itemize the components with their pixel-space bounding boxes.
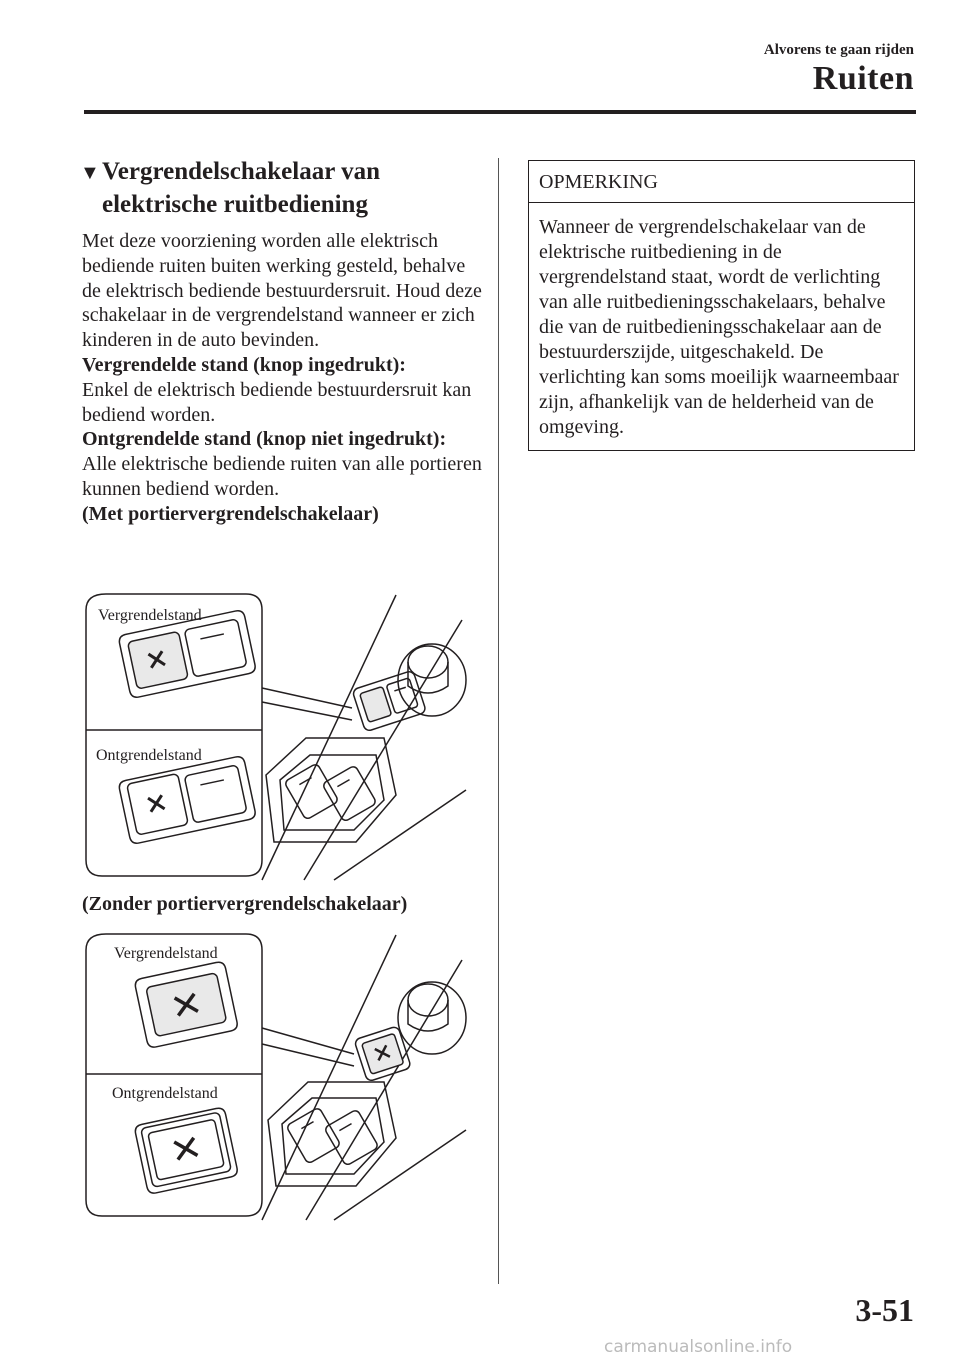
page-number: 3-51 xyxy=(855,1292,914,1328)
chapter-title: Alvorens te gaan rijden xyxy=(763,42,914,58)
fig2-label-unlocked: Ontgrendelstand xyxy=(112,1085,218,1102)
heading-line2: elektrische ruitbediening xyxy=(102,191,368,218)
figure-with-door-lock-switch xyxy=(84,590,474,882)
figure2-caption: (Zonder portiervergrendelschakelaar) xyxy=(82,893,408,915)
locked-text: Enkel de elektrisch bediende bestuurdersruit kan bediend worden. xyxy=(82,378,472,426)
column-divider xyxy=(498,158,499,1284)
heading-line1: Vergrendelschakelaar van xyxy=(102,158,381,185)
fig2-label-locked: Vergrendelstand xyxy=(114,945,218,962)
figure1-caption: (Met portiervergrendelschakelaar) xyxy=(82,502,379,525)
body-text xyxy=(82,229,482,527)
figure-without-door-lock-switch xyxy=(84,930,474,1222)
intro-paragraph: Met deze voorziening worden alle elektrisch bediende ruiten buiten werking gesteld, behalve de elektrisch bediende bestuurdersruit. Houd deze schakelaar in de vergrendelstand wanneer er zich kinderen in de auto bevinden. xyxy=(82,230,482,352)
fig1-label-unlocked: Ontgrendelstand xyxy=(96,747,202,764)
note-box xyxy=(528,160,915,451)
footer-watermark: carmanualsonline.info xyxy=(604,1337,793,1357)
note-text: Wanneer de vergrendelschakelaar van de elektrische ruitbediening in de vergrendelstand staat, wordt de verlichting van alle ruitbedieningsschakelaars, behalve die van de ruitbedieningsschakelaar aan de bestuurderszijde, uitgeschakeld. De verlichting kan soms moeilijk waarneembaar zijn, afhankelijk van de helderheid van de omgeving. xyxy=(539,216,899,438)
triangle-bullet-icon: ▼ xyxy=(80,162,100,184)
unlocked-label: Ontgrendelde stand (knop niet ingedrukt): xyxy=(82,428,447,451)
fig1-label-locked: Vergrendelstand xyxy=(98,607,202,624)
topic-heading xyxy=(80,156,480,221)
header-rule xyxy=(84,110,916,114)
unlocked-text: Alle elektrische bediende ruiten van alle portieren kunnen bediend worden. xyxy=(82,453,482,500)
note-title: OPMERKING xyxy=(529,161,914,203)
locked-label: Vergrendelde stand (knop ingedrukt): xyxy=(82,353,406,376)
section-title: Ruiten xyxy=(812,60,914,97)
